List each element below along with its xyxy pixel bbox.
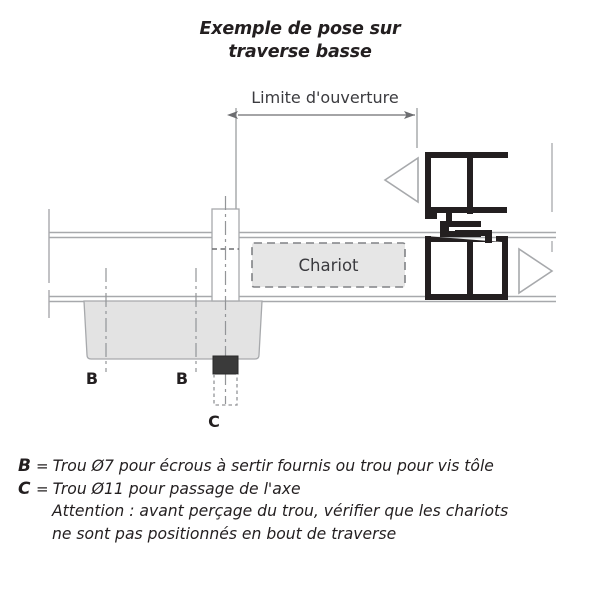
legend-row-c: [18, 478, 588, 501]
profile-cross-section: [425, 143, 556, 302]
bracket-plate: [84, 301, 262, 359]
profile-upper-divider: [467, 152, 473, 214]
page-title-line-2: traverse basse: [228, 42, 372, 62]
arrow-right-triangle-icon: [519, 249, 552, 293]
profile-lower-outer-frame: [425, 236, 508, 300]
legend-eq-c: =: [36, 479, 49, 498]
bolt-head: [213, 356, 238, 374]
legend-key-c: C: [18, 478, 31, 499]
profile-lower-divider: [467, 242, 473, 300]
dimension-label: Limite d'ouverture: [251, 88, 399, 107]
marker-c: C: [208, 412, 220, 431]
profile-upper-left-wall: [425, 152, 431, 214]
page-title-line-1: Exemple de pose sur: [199, 19, 401, 39]
legend-key-b: B: [18, 456, 31, 476]
marker-b-right: B: [175, 369, 189, 388]
bracket-plate-shape: [84, 301, 262, 359]
dimension-limite-ouverture: [236, 88, 417, 232]
profile-lower-left-wall: [425, 236, 431, 300]
legend-eq-b: =: [36, 457, 49, 475]
legend: [18, 455, 588, 545]
chariot-label: Chariot: [298, 256, 359, 275]
marker-b-left: B: [85, 369, 99, 388]
profile-upper-outer-frame: [425, 152, 508, 213]
profile-lower-bottom-wall: [425, 294, 508, 300]
legend-row-b: [18, 455, 588, 478]
arrow-left-triangle-icon: [385, 158, 418, 202]
chariot-box: [252, 243, 405, 287]
axis-column: [212, 196, 239, 405]
legend-note-line-2: ne sont pas positionnés en bout de traverse: [52, 524, 397, 543]
legend-text-c: Trou Ø11 pour passage de l'axe: [52, 479, 301, 498]
legend-note-line-1: Attention : avant perçage du trou, vérifier que les chariots: [52, 502, 509, 520]
legend-text-b: Trou Ø7 pour écrous à sertir fournis ou trou pour vis tôle: [52, 457, 494, 475]
